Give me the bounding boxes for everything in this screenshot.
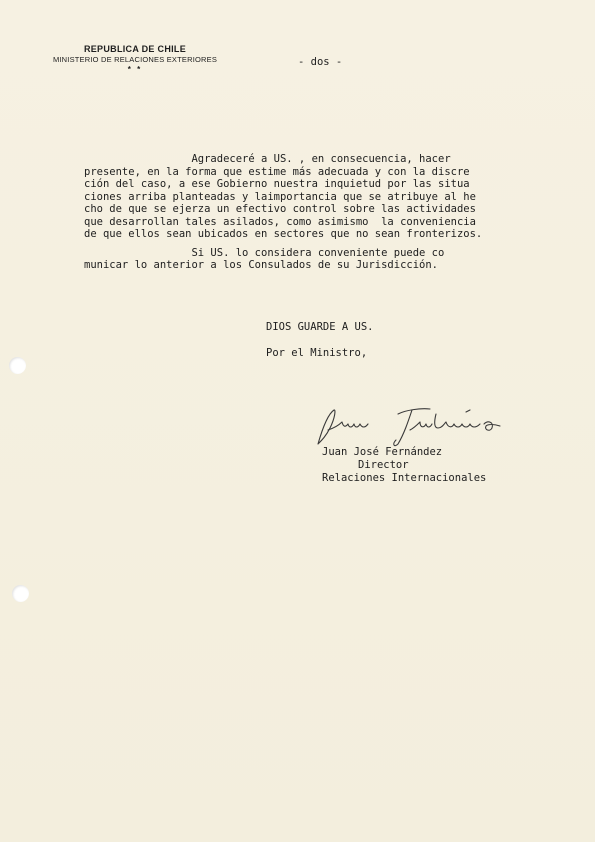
body-line: ción del caso, a ese Gobierno nuestra inquietud por las situa: [84, 178, 470, 190]
body-line: presente, en la forma que estime más adecuada y con la discre: [84, 165, 470, 178]
paragraph-1: [84, 153, 579, 241]
body-line: municar lo anterior a los Consulados de su Jurisdicción.: [84, 259, 439, 271]
body-line: Si US. lo considera conveniente puede co: [84, 246, 445, 259]
signer-block: [322, 446, 486, 485]
body-line: que desarrollan tales asilados, como asimismo la conveniencia: [84, 215, 476, 228]
handwritten-signature: [308, 400, 558, 452]
paragraph-2: [84, 247, 579, 272]
letter-body: [84, 153, 579, 272]
closing-by-minister: Por el Ministro,: [266, 347, 368, 359]
body-line: ciones arriba planteadas y laimportancia que se atribuye al he: [84, 190, 476, 203]
closing-greeting: DIOS GUARDE A US.: [266, 321, 374, 333]
signer-title: Director: [358, 459, 409, 471]
page-number: - dos -: [298, 56, 343, 68]
letterhead-stars: * *: [127, 65, 143, 74]
closing-block: [266, 321, 373, 359]
signature-drawing: [308, 400, 558, 452]
punch-hole-top: [9, 357, 26, 374]
letterhead: [20, 44, 250, 74]
letterhead-country: REPUBLICA DE CHILE: [83, 44, 187, 54]
signer-department: Relaciones Internacionales: [322, 472, 487, 484]
letterhead-ministry: MINISTERIO DE RELACIONES EXTERIORES: [52, 55, 218, 64]
body-line: Agradeceré a US. , en consecuencia, hacer: [84, 153, 451, 165]
body-line: cho de que se ejerza un efectivo control sobre las actividades: [84, 203, 476, 215]
punch-hole-bottom: [12, 585, 29, 602]
body-line: de que ellos sean ubicados en sectores que no sean fronterizos.: [84, 228, 483, 240]
signer-name: Juan José Fernández: [322, 446, 443, 458]
